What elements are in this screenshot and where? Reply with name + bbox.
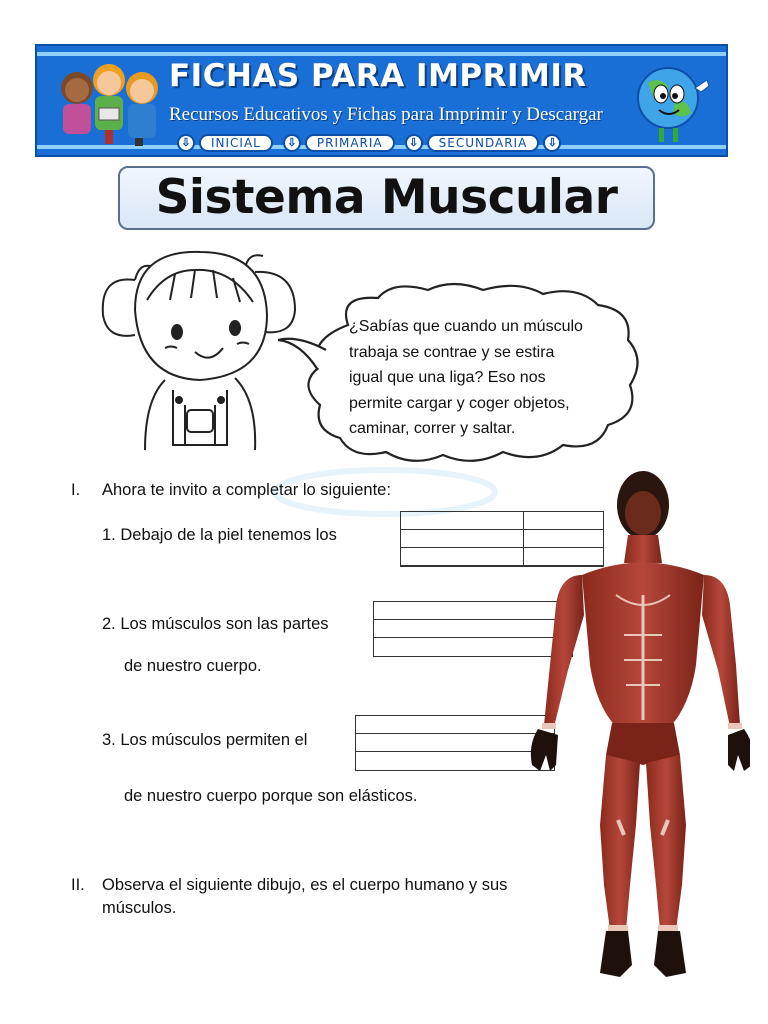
download-arrow-icon: ⇩ xyxy=(543,134,561,152)
nav-inicial[interactable] xyxy=(177,134,273,152)
level-nav xyxy=(177,134,561,152)
bubble-line: permite cargar y coger objetos, xyxy=(349,394,570,412)
header-banner xyxy=(35,44,728,157)
nav-label: SECUNDARIA xyxy=(427,134,540,152)
muscle-body-illustration xyxy=(520,465,750,990)
question-number: 3. xyxy=(102,731,116,749)
section2-text: Observa el siguiente dibujo, es el cuerpo humano y sus xyxy=(102,876,508,894)
download-arrow-icon: ⇩ xyxy=(177,134,195,152)
bubble-line: igual que una liga? Eso nos xyxy=(349,369,546,386)
bubble-line: ¿Sabías que cuando un músculo xyxy=(349,318,583,335)
question-2-continuation: de nuestro cuerpo. xyxy=(124,657,262,675)
nav-label: PRIMARIA xyxy=(305,134,395,152)
bubble-line: trabaja se contrae y se estira xyxy=(349,343,555,361)
question-number: 1. xyxy=(102,526,116,544)
question-text: Los músculos son las partes xyxy=(120,615,329,633)
girl-illustration xyxy=(95,240,305,455)
section-heading-text: Ahora te invito a completar lo siguiente: xyxy=(102,481,391,499)
question-1 xyxy=(102,526,337,545)
nav-label: INICIAL xyxy=(199,134,273,152)
title-box xyxy=(118,166,655,230)
question-2 xyxy=(102,615,329,634)
question-3-continuation: de nuestro cuerpo porque son elásticos. xyxy=(124,787,418,805)
section-numeral: II. xyxy=(71,876,85,894)
section1-heading xyxy=(71,481,391,500)
page-title: Sistema Muscular xyxy=(155,170,618,225)
globe-mascot-icon xyxy=(623,58,718,148)
nav-secundaria[interactable] xyxy=(405,134,562,152)
question-text: Debajo de la piel tenemos los xyxy=(120,526,337,544)
section2-line2: músculos. xyxy=(102,899,177,917)
download-arrow-icon: ⇩ xyxy=(405,134,423,152)
bubble-text xyxy=(349,314,633,442)
section-numeral: I. xyxy=(71,481,81,499)
kids-illustration xyxy=(47,54,162,149)
section2-line1 xyxy=(71,876,507,895)
download-arrow-icon: ⇩ xyxy=(283,134,301,152)
question-3 xyxy=(102,731,307,750)
nav-primaria[interactable] xyxy=(283,134,395,152)
banner-title: FICHAS PARA IMPRIMIR xyxy=(169,58,587,94)
question-number: 2. xyxy=(102,615,116,633)
bubble-line: caminar, correr y saltar. xyxy=(349,420,516,437)
banner-subtitle: Recursos Educativos y Fichas para Imprimir y Descargar xyxy=(169,104,603,125)
question-text: Los músculos permiten el xyxy=(120,731,308,749)
